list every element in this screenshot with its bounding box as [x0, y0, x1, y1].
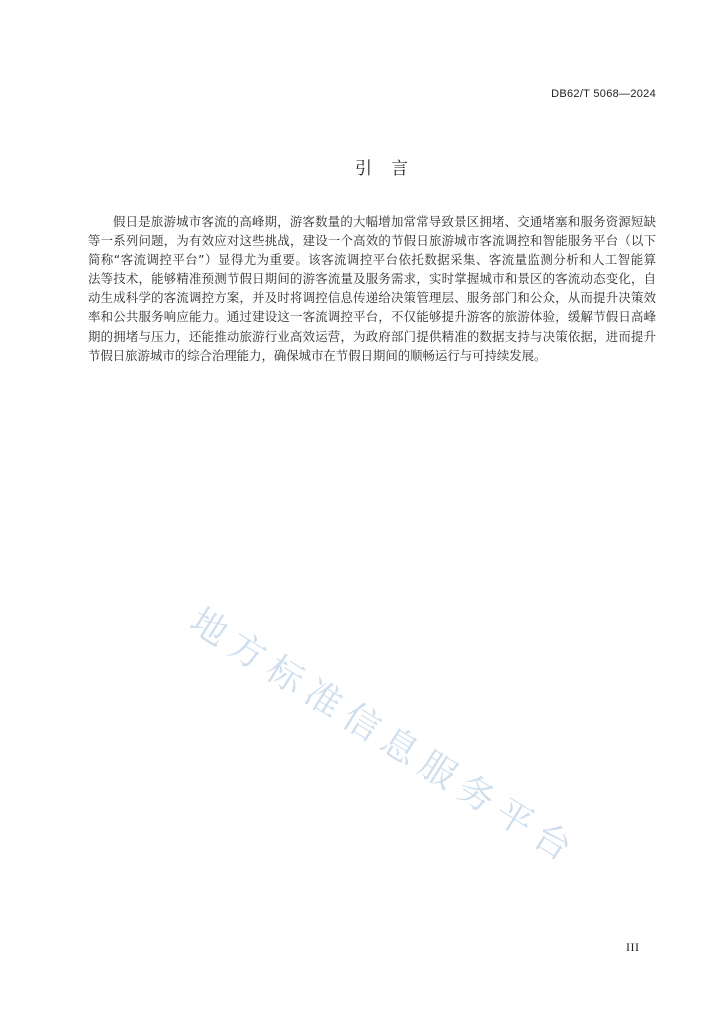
- introduction-paragraph: [88, 212, 656, 365]
- page-title: 引 言: [355, 159, 409, 179]
- paragraph-line: 假日是旅游城市客流的高峰期，游客数量的大幅增加常常导致景区拥堵、交通堵塞和服务资源短缺: [113, 214, 656, 229]
- paragraph-line: 期的拥堵与压力，还能推动旅游行业高效运营，为政府部门提供精准的数据支持与决策依据，进而提升: [88, 328, 656, 344]
- paragraph-line: 简称“客流调控平台”）显得尤为重要。该客流调控平台依托数据采集、客流量监测分析和人工智能算: [88, 252, 656, 268]
- watermark: 地方标准信息服务平台: [182, 600, 586, 874]
- paragraph-line: 等一系列问题，为有效应对这些挑战，建设一个高效的节假日旅游城市客流调控和智能服务平台（以下: [88, 233, 656, 249]
- paragraph-line: 动生成科学的客流调控方案，并及时将调控信息传递给决策管理层、服务部门和公众，从而提升决策效: [88, 290, 656, 306]
- paragraph-line: 法等技术，能够精准预测节假日期间的游客流量及服务需求，实时掌握城市和景区的客流动态变化，自: [88, 271, 656, 287]
- paragraph-line: 节假日旅游城市的综合治理能力，确保城市在节假日期间的顺畅运行与可持续发展。: [88, 347, 547, 363]
- page-number: III: [626, 940, 640, 954]
- paragraph-line: 率和公共服务响应能力。通过建设这一客流调控平台，不仅能够提升游客的旅游体验，缓解节假日高峰: [88, 309, 656, 325]
- standard-code: DB62/T 5068—2024: [551, 88, 656, 100]
